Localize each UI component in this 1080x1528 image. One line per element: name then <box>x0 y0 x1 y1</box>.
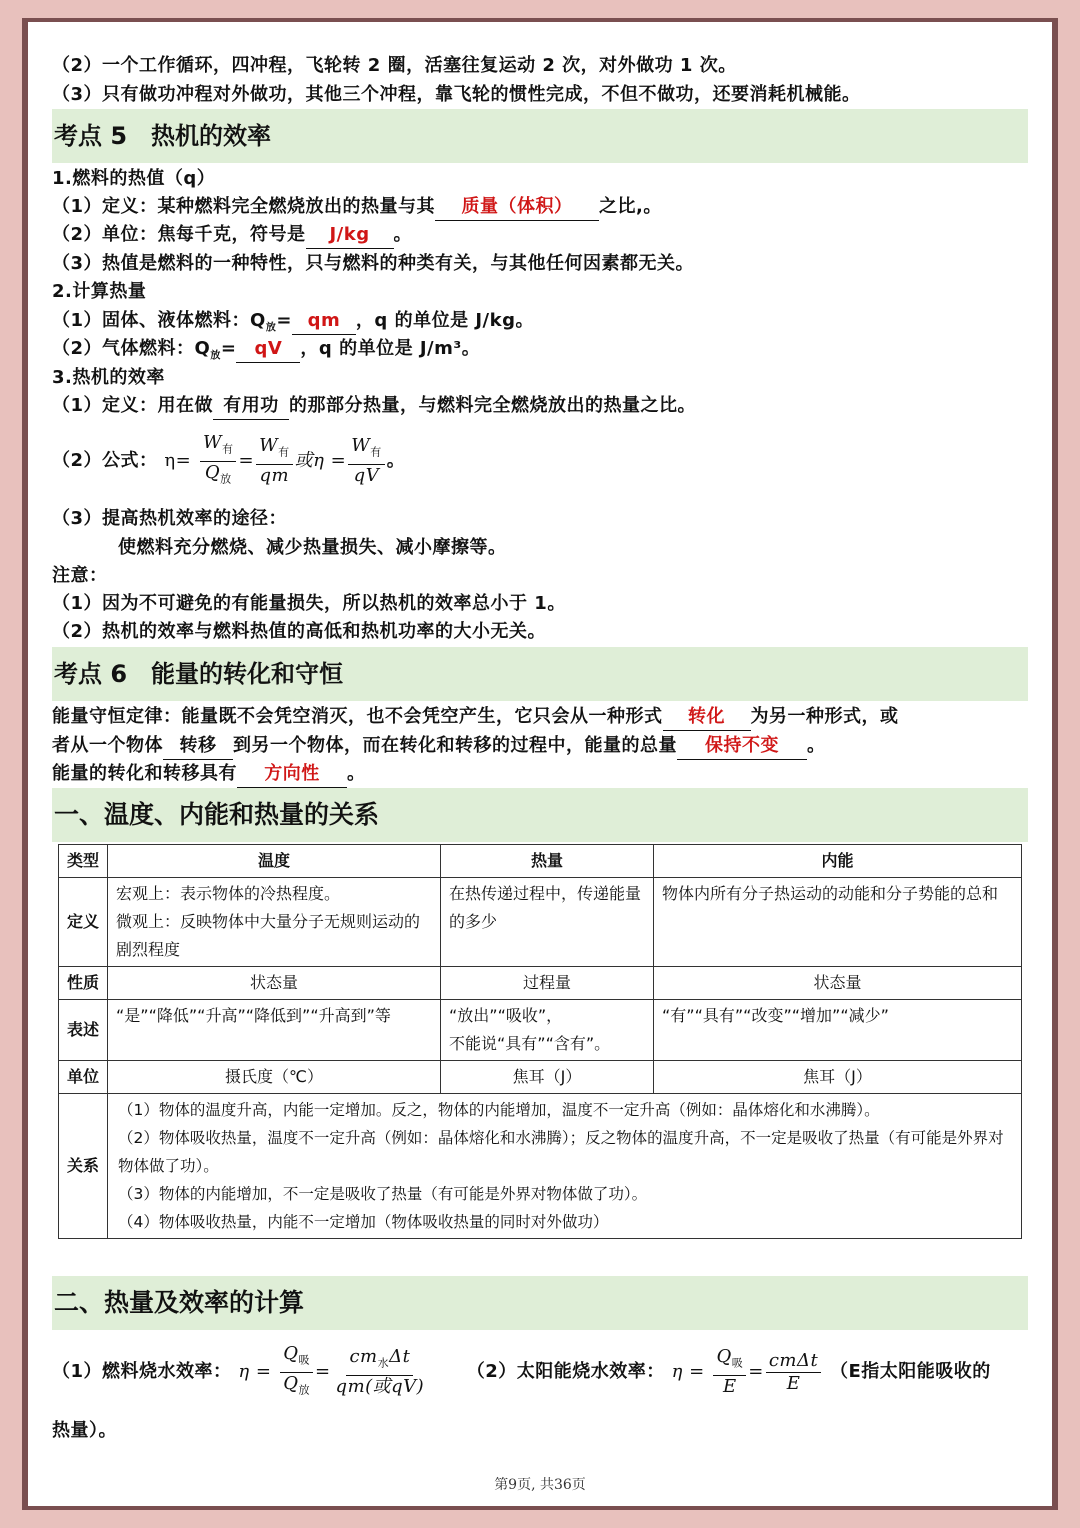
text: （E指太阳能吸收的 <box>830 1361 991 1382</box>
text: （2）公式： <box>52 450 158 472</box>
denominator: E <box>723 1375 737 1397</box>
row-label: 单位 <box>59 1061 108 1094</box>
text: （2）单位：焦每千克，符号是 <box>52 224 306 245</box>
row-label: 关系 <box>59 1094 108 1239</box>
note-label: 注意： <box>52 565 108 586</box>
page-number: 第9页, 共36页 <box>494 1477 586 1493</box>
table-cell: 焦耳（J） <box>441 1061 654 1094</box>
table-cell: 状态量 <box>108 967 441 1000</box>
table-cell: “放出”“吸收”， 不能说“具有”“含有”。 <box>441 1000 654 1061</box>
text: 或η = <box>294 450 347 472</box>
table-cell: 焦耳（J） <box>654 1061 1022 1094</box>
text-line: （2）一个工作循环，四冲程，飞轮转 2 圈，活塞往复运动 2 次，对外做功 1 次。 <box>52 55 737 76</box>
definition-line <box>52 194 662 221</box>
table-row <box>59 845 1022 878</box>
definition-line <box>52 393 696 420</box>
symbol: W <box>351 435 371 457</box>
table-header: 类型 <box>59 845 108 878</box>
subscript: 放 <box>210 350 221 362</box>
subheading: 3.热机的效率 <box>52 367 165 388</box>
text: 的那部分热量，与燃料完全燃烧放出的热量之比。 <box>289 395 697 416</box>
subscript: 有 <box>278 445 290 459</box>
symbol: W <box>202 432 222 453</box>
text: = <box>220 338 237 359</box>
text: 。 <box>393 224 413 245</box>
text: 能量的转化和转移具有 <box>52 763 237 784</box>
subscript: 吸 <box>731 1356 744 1370</box>
answer-blank: 质量（体积） <box>435 194 599 221</box>
table-cell: 摄氏度（℃） <box>108 1061 441 1094</box>
text: ，q 的单位是 J/m³。 <box>300 338 481 359</box>
answer-blank: 转化 <box>663 704 751 731</box>
text-line <box>52 733 826 760</box>
text: 。 <box>807 735 826 756</box>
text-line: （2）热机的效率与燃料热值的高低和热机功率的大小无关。 <box>52 621 547 642</box>
section-heading-1: 一、温度、内能和热量的关系 <box>52 788 1028 842</box>
symbol: cm <box>349 1346 378 1368</box>
fraction <box>256 435 293 487</box>
symbol: Q <box>283 1342 299 1364</box>
text: 能量守恒定律：能量既不会凭空消灭，也不会凭空产生，它只会从一种形式 <box>52 706 663 727</box>
text: （2）气体燃料：Q <box>52 338 211 359</box>
text: 。 <box>386 450 406 472</box>
text: = <box>276 310 292 331</box>
table-row <box>59 1094 1022 1239</box>
subscript: 放 <box>220 472 232 486</box>
text: 。 <box>347 763 366 784</box>
answer-blank: 有用功 <box>213 393 289 420</box>
text-line: 热量）。 <box>52 1420 117 1441</box>
text-line: （3）只有做功冲程对外做功，其他三个冲程，靠飞轮的惯性完成，不但不做功，还要消耗机械能。 <box>52 84 861 105</box>
answer-blank: 方向性 <box>237 761 347 788</box>
subheading: 2.计算热量 <box>52 281 147 302</box>
unit-line <box>52 222 412 249</box>
fraction <box>333 1346 428 1398</box>
table-cell: “有”“具有”“改变”“增加”“减少” <box>654 1000 1022 1061</box>
fraction <box>713 1346 746 1398</box>
relation-item: （3）物体的内能增加，不一定是吸收了热量（有可能是外界对物体做了功）。 <box>118 1185 648 1203</box>
eta-symbol: η = <box>671 1361 705 1382</box>
subscript: 吸 <box>298 1353 310 1367</box>
relation-item: （4）物体吸收热量，内能不一定增加（物体吸收热量的同时对外做功） <box>118 1213 609 1231</box>
text-line: （1）因为不可避免的有能量损失，所以热机的效率总小于 1。 <box>52 593 566 614</box>
section-heading-2: 二、热量及效率的计算 <box>52 1276 1028 1330</box>
text: 为另一种形式，或 <box>750 706 899 727</box>
text: 者从一个物体 <box>52 735 163 756</box>
efficiency-formulas <box>52 1342 991 1402</box>
table-cell: 在热传递过程中，传递能量的多少 <box>441 878 654 967</box>
table-row <box>59 1000 1022 1061</box>
denominator: E <box>786 1372 801 1394</box>
text-line: 使燃料充分燃烧、减少热量损失、减小摩擦等。 <box>118 537 507 558</box>
eta-symbol: η= <box>164 450 192 472</box>
symbol: Q <box>283 1372 299 1394</box>
answer-blank: 保持不变 <box>677 733 807 760</box>
text-line <box>52 704 899 731</box>
table-cell: 宏观上：表示物体的冷热程度。 微观上：反映物体中大量分子无规则运动的剧烈程度 <box>108 878 441 967</box>
text: （1）燃料烧水效率： <box>52 1361 232 1382</box>
eta-symbol: η = <box>238 1361 272 1382</box>
relation-item: （2）物体吸收热量，温度不一定升高（例如：晶体熔化和水沸腾）；反之物体的温度升高，不一定是吸收了热量（有可能是外界对物体做了功）。 <box>118 1129 1004 1175</box>
table-cell <box>108 1094 1022 1239</box>
text: （1）固体、液体燃料：Q <box>52 310 266 331</box>
text: 到另一个物体，而在转化和转移的过程中，能量的总量 <box>233 735 677 756</box>
fraction <box>348 435 385 487</box>
text: ，q 的单位是 J/kg。 <box>355 310 534 331</box>
comparison-table <box>58 844 1022 1239</box>
fraction <box>280 1343 313 1401</box>
answer-blank: qV <box>236 336 300 363</box>
text: 之比,。 <box>599 196 662 217</box>
section-heading-kp5: 考点 5 热机的效率 <box>52 109 1028 163</box>
symbol: Δt <box>389 1346 411 1368</box>
subscript: 有 <box>370 445 382 459</box>
denominator: qV <box>353 464 380 486</box>
symbol: Q <box>716 1346 732 1368</box>
table-cell: “是”“降低”“升高”“降低到”“升高到”等 <box>108 1000 441 1061</box>
answer-blank: J/kg <box>306 222 394 249</box>
subscript: 放 <box>298 1383 310 1397</box>
fraction <box>766 1350 821 1395</box>
fraction <box>200 432 237 490</box>
text: （2）太阳能烧水效率： <box>466 1361 665 1382</box>
section-heading-kp6: 考点 6 能量的转化和守恒 <box>52 647 1028 701</box>
table-row <box>59 1061 1022 1094</box>
table-header: 温度 <box>108 845 441 878</box>
text: （1）定义：某种燃料完全燃烧放出的热量与其 <box>52 196 436 217</box>
text-line: （3）热值是燃料的一种特性，只与燃料的种类有关，与其他任何因素都无关。 <box>52 253 695 274</box>
denominator: qm(或qV) <box>335 1375 425 1397</box>
text-line: （3）提高热机效率的途径： <box>52 508 288 529</box>
answer-blank: 转移 <box>163 733 233 760</box>
subscript: 放 <box>265 322 277 334</box>
relation-item: （1）物体的温度升高，内能一定增加。反之，物体的内能增加，温度不一定升高（例如：晶体熔化和水沸腾）。 <box>118 1101 880 1119</box>
subscript: 水 <box>377 1356 390 1370</box>
table-row <box>59 967 1022 1000</box>
subscript: 有 <box>221 442 234 456</box>
text-line <box>52 761 366 788</box>
symbol: Q <box>204 461 221 483</box>
answer-blank: qm <box>292 308 356 335</box>
symbol: W <box>259 435 279 457</box>
efficiency-formula: （2）公式： η= $\frac{W_有}{Q_放}$ = $\frac{W_有}{qm}$ 或η = $\frac{W_有}{qV}$ 。 <box>52 432 405 488</box>
table-cell: 物体内所有分子热运动的动能和分子势能的总和 <box>654 878 1022 967</box>
denominator: qm <box>259 464 290 486</box>
table-cell: 状态量 <box>654 967 1022 1000</box>
numerator: cmΔt <box>766 1350 821 1373</box>
row-label: 性质 <box>59 967 108 1000</box>
table-row <box>59 878 1022 967</box>
subheading: 1.燃料的热值（q） <box>52 168 216 189</box>
table-header: 热量 <box>441 845 654 878</box>
text: = <box>748 1361 764 1382</box>
table-header: 内能 <box>654 845 1022 878</box>
text: = <box>314 1361 331 1382</box>
text: （1）定义：用在做 <box>52 395 214 416</box>
row-label: 定义 <box>59 878 108 967</box>
table-cell: 过程量 <box>441 967 654 1000</box>
row-label: 表述 <box>59 1000 108 1061</box>
